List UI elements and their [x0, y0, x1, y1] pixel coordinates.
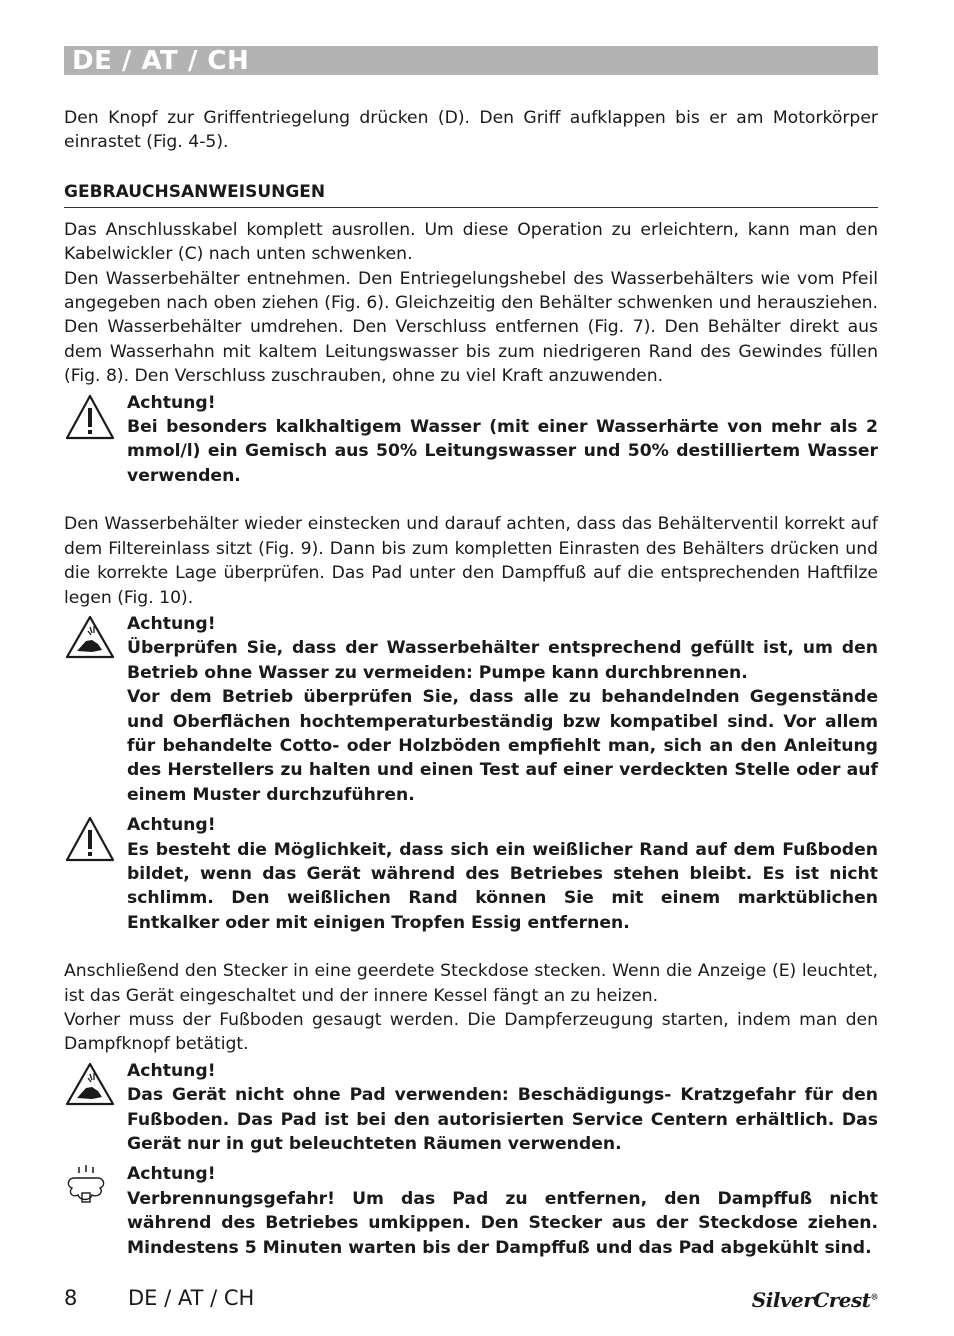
intro-paragraph: Den Knopf zur Griffentriegelung drücken (D). Den Griff aufklappen bis er am Motorkörper einrastet (Fig. 4-5).: [64, 108, 878, 153]
warning-text: Bei besonders kalkhaltigem Wasser (mit einer Wasserhärte von mehr als 2 mmol/l) ein Gemisch aus 50% Leitungswasser und 50% destilliertem Wasser verwenden.: [127, 417, 878, 486]
warning-block-pad: [64, 1059, 878, 1157]
warning-text: Verbrennungsgefahr! Um das Pad zu entfernen, den Dampffuß nicht während des Betriebes umkippen. Den Stecker aus der Steckdose ziehen. Mindestens 5 Minuten warten bis der Dampffuß und das Pad abgekühlt sind.: [127, 1188, 878, 1258]
brand-name: SilverCrest: [751, 1288, 871, 1312]
page-content: [64, 106, 878, 1260]
header-bar: [64, 46, 878, 75]
warning-block-floor: [64, 813, 878, 935]
warning-block-pump: [64, 612, 878, 807]
page-number: 8: [64, 1286, 78, 1310]
registered-mark: ®: [870, 1291, 878, 1302]
section-title: GEBRAUCHSANWEISUNGEN: [64, 179, 878, 208]
page-footer: [64, 1286, 878, 1316]
paragraph-plug: Anschließend den Stecker in eine geerdete Steckdose stecken. Wenn die Anzeige (E) leuchtet, ist das Gerät eingeschaltet und der innere Kessel fängt an zu heizen.: [64, 961, 878, 1006]
warning-title: Achtung!: [127, 613, 216, 634]
warning-block-water: [64, 391, 878, 489]
paragraph-cable: Das Anschlusskabel komplett ausrollen. Um diese Operation zu erleichtern, kann man den Kabelwickler (C) nach unten schwenken.: [64, 219, 878, 265]
header-title: DE / AT / CH: [72, 46, 250, 76]
hand-hazard-icon: [64, 1061, 116, 1107]
hot-surface-icon: [64, 1164, 110, 1204]
warning-text: Vor dem Betrieb überprüfen Sie, dass alle zu behandelnden Gegenstände und Oberflächen hochtemperaturbeständig bzw kompatibel sind. Vor allem für behandelte Cotto- oder Holzböden empfiehlt man, sich an den Anleitung des Herstellers zu halten und einen Test auf einer verdeckten Stelle oder auf einem Muster durchzuführen.: [127, 687, 878, 805]
warning-title: Achtung!: [127, 392, 216, 413]
hand-hazard-icon: [64, 614, 116, 660]
warning-block-burn: [64, 1162, 878, 1260]
warning-title: Achtung!: [127, 1060, 216, 1081]
warning-triangle-icon: [64, 393, 116, 441]
warning-title: Achtung!: [127, 1164, 216, 1185]
paragraph-vacuum: Vorher muss der Fußboden gesaugt werden. Die Dampferzeugung starten, indem man den Dampfknopf betätigt.: [64, 1010, 878, 1055]
paragraph-tank: Den Wasserbehälter entnehmen. Den Entriegelungshebel des Wasserbehälters wie vom Pfeil angegeben nach oben ziehen (Fig. 6). Gleichzeitig den Behälter schwenken und herausziehen. Den Wasserbehälter umdrehen. Den Verschluss entfernen (Fig. 7). Den Behälter direkt aus dem Wasserhahn mit kaltem Leitungswasser bis zum niedrigeren Rand des Gewindes füllen (Fig. 8). Den Verschluss zuschrauben, ohne zu viel Kraft anzuwenden.: [64, 268, 878, 387]
warning-text: Es besteht die Möglichkeit, dass sich ein weißlicher Rand auf dem Fußboden bildet, wenn das Gerät während des Betriebes stehen bleibt. Es ist nicht schlimm. Den weißlichen Rand können Sie mit einem marktüblichen Entkalker oder mit einigen Tropfen Essig entfernen.: [127, 839, 878, 933]
warning-text: Überprüfen Sie, dass der Wasserbehälter entsprechend gefüllt ist, um den Betrieb ohne Wasser zu vermeiden: Pumpe kann durchbrennen.: [127, 638, 878, 683]
footer-region: DE / AT / CH: [128, 1286, 255, 1310]
brand-logo: [752, 1288, 878, 1312]
warning-title: Achtung!: [127, 815, 216, 836]
warning-triangle-icon: [64, 815, 116, 863]
paragraph-reinsert: Den Wasserbehälter wieder einstecken und darauf achten, dass das Behälterventil korrekt auf dem Filtereinlass sitzt (Fig. 9). Dann bis zum kompletten Einrasten des Behälters drücken und die korrekte Lage überprüfen. Das Pad unter den Dampffuß auf die entsprechenden Haftfilze legen (Fig. 10).: [64, 514, 878, 608]
warning-text: Das Gerät nicht ohne Pad verwenden: Beschädigungs- Kratzgefahr für den Fußboden. Das Pad ist bei den autorisierten Service Centern erhältlich. Das Gerät nur in gut beleuchteten Räumen verwenden.: [127, 1085, 878, 1155]
